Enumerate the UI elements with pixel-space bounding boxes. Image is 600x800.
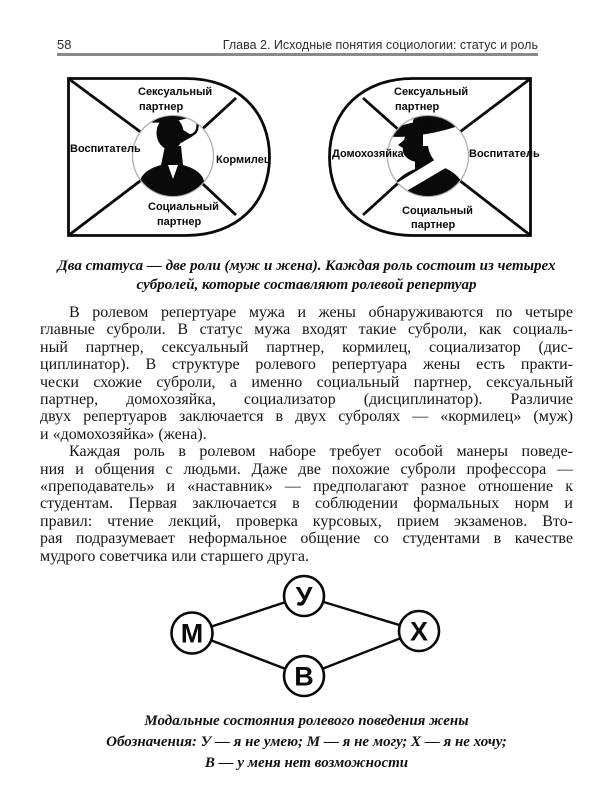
node-m <box>172 613 213 654</box>
figure-caption-line: Модальные состояния ролевого поведения жены <box>144 713 469 729</box>
body-text-line: Каждая роль в ролевом наборе требует особой манеры поведе- <box>69 443 573 461</box>
role-label-social-partner: Социальный <box>148 201 219 213</box>
body-text-line: ния и общения с людьми. Даже две похожие суброли профессора — <box>40 460 573 478</box>
body-text-line: рая подразумевает неформальное общение со студентами в качестве <box>40 530 573 548</box>
body-text-line: «преподаватель» и «наставник» — предполагают разное отношение к <box>40 478 573 496</box>
body-text-line: циплинатор). В структуре ролевого репертуара жены есть практи- <box>40 356 573 374</box>
node-u <box>284 576 324 616</box>
body-text-line: и «домохозяйка» (жена). <box>40 425 207 443</box>
role-label-sexual-partner-2: партнер <box>139 101 184 113</box>
figure-modal-caption <box>40 711 573 774</box>
body-text-line: правил: чтение лекций, проверка курсовых, прием экзаменов. Вто- <box>40 512 573 530</box>
role-label-sexual-partner-2: партнер <box>395 101 440 113</box>
body-text-line: мудрого советчика или старшего друга. <box>40 547 309 565</box>
body-text-line: ный партнер, сексуальный партнер, кормилец, социализатор (дис- <box>40 338 573 356</box>
body-text <box>40 304 573 565</box>
node-u-label: У <box>295 581 313 612</box>
chapter-title: Глава 2. Исходные понятия социологии: статус и роль <box>222 38 538 52</box>
body-text-line: главные суброли. В статус мужа входят такие суброли, как социаль- <box>40 321 573 339</box>
header-rule <box>57 53 538 56</box>
wife-roles-diagram <box>327 76 540 238</box>
husband-roles-diagram <box>66 76 272 238</box>
figure-caption-line: субролей, которые составляют ролевой репертуар <box>136 277 477 293</box>
modal-states-diagram <box>162 570 442 700</box>
role-label-upbringer: Воспитатель <box>469 148 540 160</box>
role-label-sexual-partner: Сексуальный <box>394 86 469 98</box>
node-v-label: В <box>294 661 314 692</box>
body-text-line: партнер, домохозяйка, социализатор (дисциплинатор). Различие <box>40 391 573 409</box>
body-text-line: двух репертуаров заключается в двух субролях — «кормилец» (муж) <box>40 408 573 426</box>
paragraph <box>40 304 573 443</box>
body-text-line: В ролевом репертуаре мужа и жены обнаруживаются по четыре <box>69 304 573 321</box>
node-v <box>284 656 324 696</box>
role-label-sexual-partner: Сексуальный <box>138 86 213 98</box>
role-label-upbringer: Воспитатель <box>70 143 141 155</box>
figure-caption-line: Обозначения: У — я не умею; М — я не могу; Х — я не хочу; <box>106 734 507 750</box>
body-text-line: чески схожие суброли, а именно социальный партнер, сексуальный <box>40 373 573 391</box>
node-h <box>399 611 439 651</box>
paragraph <box>40 443 573 565</box>
figure-roles-caption <box>40 257 573 295</box>
role-label-social-partner: Социальный <box>402 205 473 217</box>
figure-caption-line: В — у меня нет возможности <box>204 755 409 771</box>
body-text-line: студентам. Первая заключается в соблюдении формальных норм и <box>40 495 573 513</box>
figure-caption-line: Два статуса — две роли (муж и жена). Каждая роль состоит из четырех <box>57 258 556 274</box>
role-label-social-partner-2: партнер <box>411 219 456 231</box>
node-m-label: М <box>180 618 204 649</box>
role-label-housewife: Домохозяйка <box>332 148 404 160</box>
page-number: 58 <box>57 37 72 52</box>
role-label-social-partner-2: партнер <box>157 216 202 228</box>
role-label-breadwinner: Кормилец <box>216 154 271 166</box>
node-h-label: Х <box>409 616 429 647</box>
